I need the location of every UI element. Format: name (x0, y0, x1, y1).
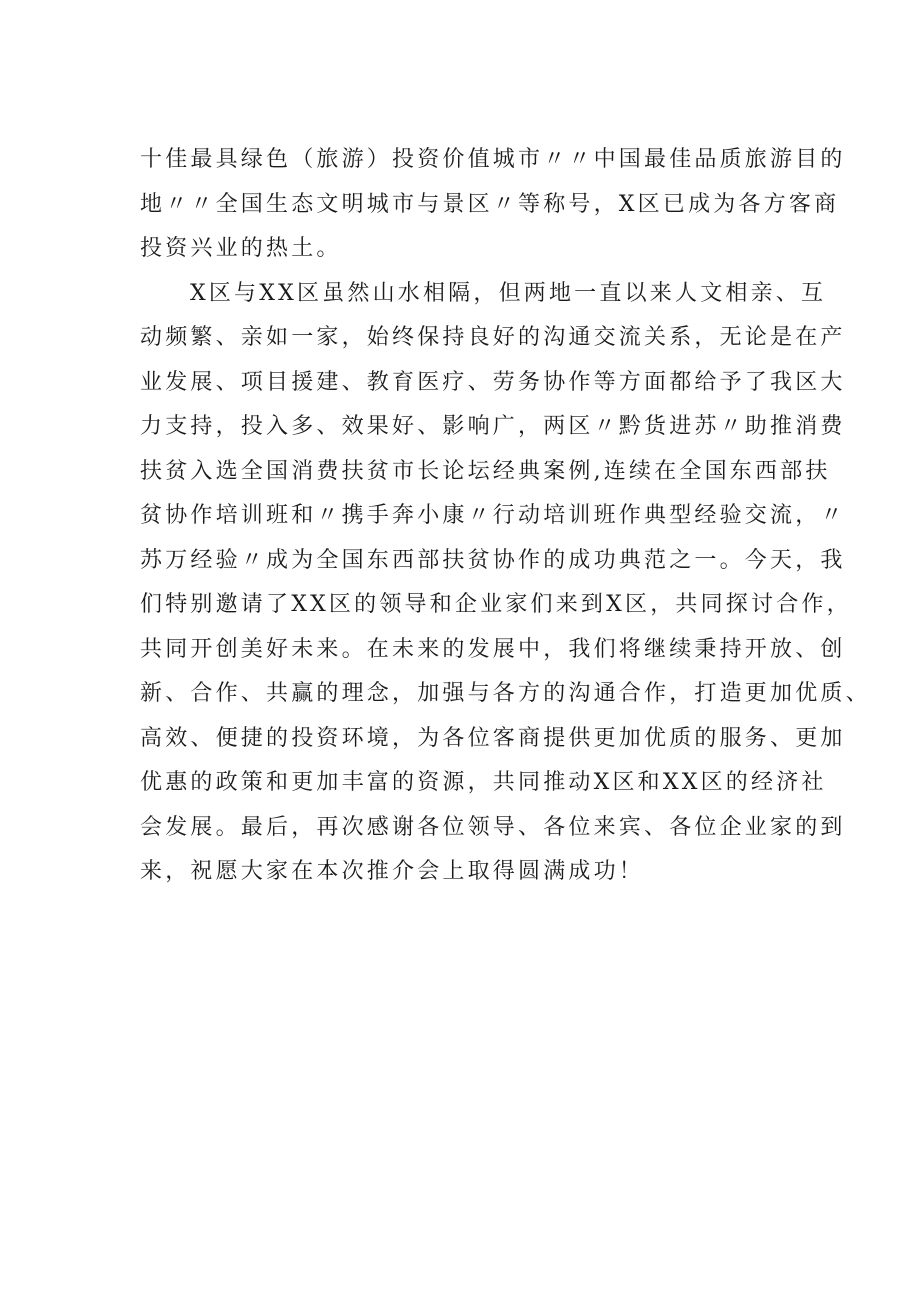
text-line: 地〃〃全国生态文明城市与景区〃等称号，X区已成为各方客商 (140, 191, 840, 217)
text-line: 投资兴业的热土。 (140, 236, 342, 261)
paragraph-2 (140, 272, 871, 895)
text-line: 苏万经验〃成为全国东西部扶贫协作的成功典范之一。今天，我 (140, 547, 846, 573)
text-line: 们特别邀请了XX区的领导和企业家们来到X区，共同探讨合作， (140, 592, 852, 617)
text-line: 贫协作培训班和〃携手奔小康〃行动培训班作典型经验交流，〃 (140, 503, 846, 528)
text-line: 高效、便捷的投资环境，为各位客商提供更加优质的服务、更加 (140, 725, 846, 751)
text-line: 动频繁、亲如一家，始终保持良好的沟通交流关系，无论是在产 (140, 325, 846, 350)
text-line: X区与XX区虽然山水相隔，但两地一直以来人文相亲、互 (190, 280, 827, 306)
text-line: 力支持，投入多、效果好、影响广，两区〃黔货进苏〃助推消费 (140, 414, 846, 439)
text-line: 十佳最具绿色（旅游）投资价值城市〃〃中国最佳品质旅游目的 (140, 147, 846, 172)
paragraph-1 (140, 138, 846, 272)
text-line: 会发展。最后，再次感谢各位领导、各位来宾、各位企业家的到 (140, 814, 846, 840)
text-line: 共同开创美好未来。在未来的发展中，我们将继续秉持开放、创 (140, 636, 846, 662)
text-line: 新、合作、共赢的理念，加强与各方的沟通合作，打造更加优质、 (140, 681, 871, 706)
body-text (140, 138, 871, 895)
text-line: 扶贫入选全国消费扶贫市长论坛经典案例,连续在全国东西部扶 (140, 458, 831, 484)
text-line: 来，祝愿大家在本次推介会上取得圆满成功！ (140, 859, 645, 884)
text-line: 优惠的政策和更加丰富的资源，共同推动X区和XX区的经济社 (140, 770, 827, 795)
text-line: 业发展、项目援建、教育医疗、劳务协作等方面都给予了我区大 (140, 369, 846, 395)
